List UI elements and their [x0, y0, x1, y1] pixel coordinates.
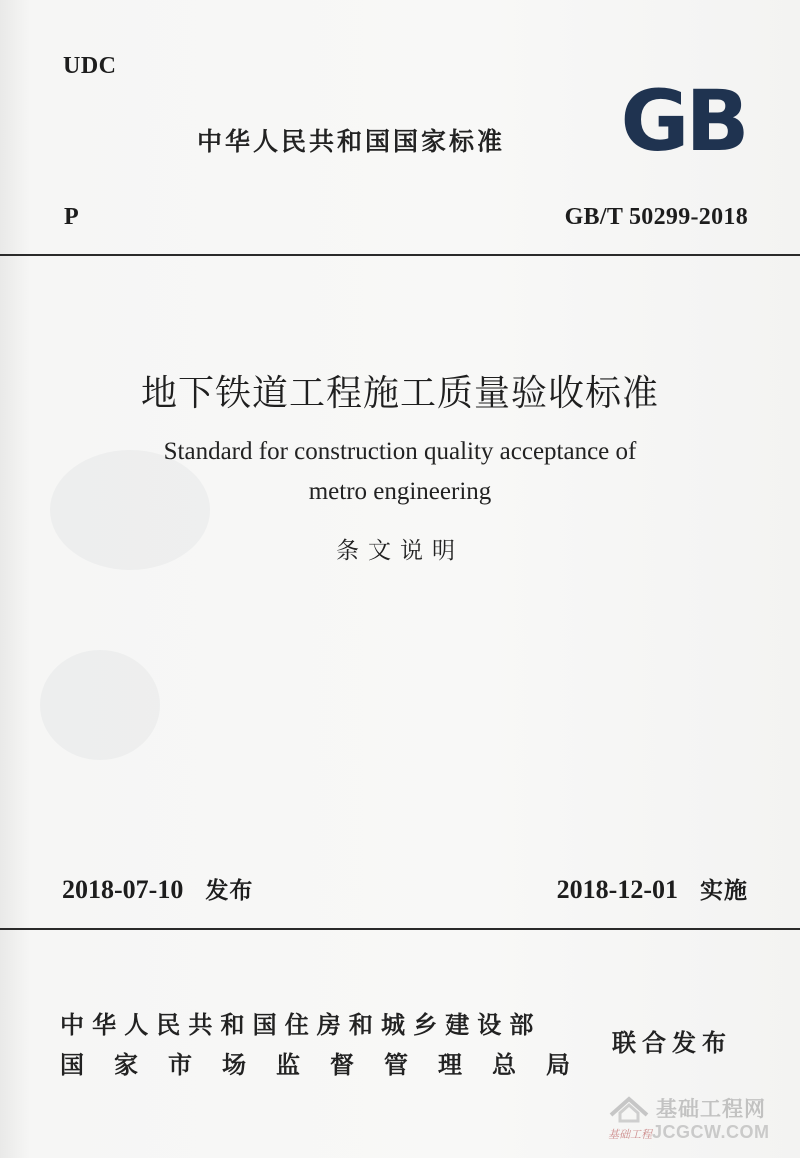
subtitle: 条文说明	[336, 538, 464, 564]
issue-label: 发布	[205, 878, 254, 904]
watermark-site-name: 基础工程网	[656, 1097, 766, 1121]
national-standard-heading: 中华人民共和国国家标准	[197, 127, 506, 156]
gb-logo	[612, 84, 754, 158]
bottom-divider	[0, 928, 800, 930]
title-chinese: 地下铁道工程施工质量验收标准	[140, 373, 659, 414]
paper-shading	[40, 650, 160, 760]
udc-label: UDC	[63, 53, 117, 79]
issuer-block	[60, 1005, 600, 1085]
issue-date: 2018-07-10	[62, 875, 184, 904]
top-divider	[0, 254, 800, 256]
issue-date-block	[62, 872, 253, 905]
standard-number: GB/T 50299-2018	[564, 204, 748, 230]
classification-code: P	[64, 204, 79, 230]
gb-logo-text: GB	[620, 84, 746, 158]
title-english-line2: metro engineering	[308, 478, 492, 505]
implement-label: 实施	[700, 878, 748, 904]
watermark-url: JCGCW.COM	[652, 1122, 770, 1142]
joint-release-label: 联合发布	[612, 1029, 732, 1057]
title-english-line1: Standard for construction quality acceptance of	[163, 438, 637, 465]
implement-date: 2018-12-01	[556, 875, 678, 904]
watermark	[604, 1093, 794, 1151]
issuer-line2: 国家市场监督管理总局	[60, 1051, 600, 1079]
title-english	[0, 432, 800, 512]
issuer-line1: 中华人民共和国住房和城乡建设部	[60, 1011, 542, 1039]
implement-date-block	[557, 872, 748, 905]
watermark-small-text: 基础工程	[608, 1128, 652, 1141]
